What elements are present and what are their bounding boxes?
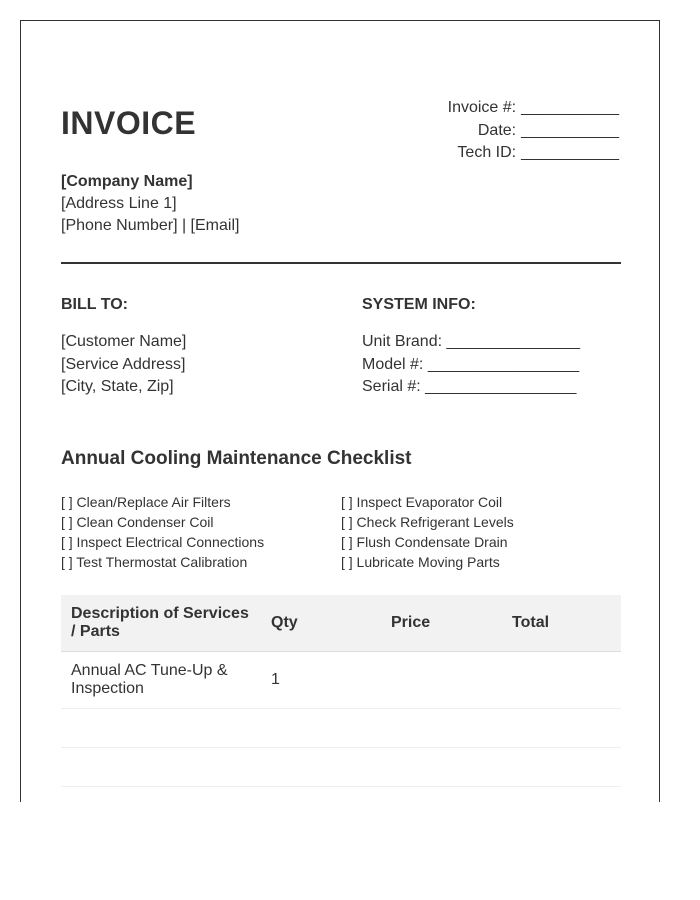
unit-brand-row <box>362 331 580 354</box>
service-address: [Service Address] <box>61 355 186 373</box>
cell-qty[interactable] <box>261 748 381 787</box>
company-contact: [Phone Number] | [Email] <box>61 217 240 234</box>
serial-field[interactable]: _________________ <box>425 378 577 395</box>
invoice-title: INVOICE <box>61 105 197 141</box>
invoice-page <box>20 20 660 802</box>
date-field[interactable]: ___________ <box>521 121 619 139</box>
tech-id-field[interactable]: ___________ <box>521 144 619 161</box>
cell-description[interactable] <box>61 709 261 748</box>
cell-price[interactable] <box>381 709 502 748</box>
model-field[interactable]: _________________ <box>427 355 580 373</box>
column-header-price: Price <box>381 595 502 652</box>
company-info <box>61 171 239 237</box>
serial-row <box>362 376 580 399</box>
table-header-row <box>61 595 621 652</box>
table-row <box>61 709 621 748</box>
checklist-item[interactable]: [ ] Check Refrigerant Levels <box>341 514 514 530</box>
cell-total[interactable] <box>502 652 621 709</box>
checklist-item[interactable]: [ ] Flush Condensate Drain <box>341 534 508 550</box>
checklist-right-column <box>341 492 514 572</box>
date-label: Date: <box>477 121 517 139</box>
column-header-total: Total <box>502 595 621 652</box>
invoice-number-label: Invoice #: <box>447 99 517 116</box>
cell-qty[interactable]: 1 <box>261 652 381 709</box>
unit-brand-label: Unit Brand: <box>362 333 443 350</box>
tech-id-label: Tech ID: <box>457 144 517 161</box>
column-header-description: Description of Services / Parts <box>61 595 261 652</box>
header-divider <box>61 262 621 264</box>
cell-qty[interactable] <box>261 709 381 748</box>
invoice-meta <box>448 97 619 165</box>
services-table <box>61 595 621 787</box>
checklist-left-column <box>61 492 264 572</box>
checklist-title: Annual Cooling Maintenance Checklist <box>61 448 412 469</box>
table-row <box>61 652 621 709</box>
cell-total[interactable] <box>502 709 621 748</box>
customer-name: [Customer Name] <box>61 333 187 350</box>
cell-price[interactable] <box>381 748 502 787</box>
model-row <box>362 354 580 377</box>
checklist-item[interactable]: [ ] Lubricate Moving Parts <box>341 554 500 570</box>
cell-total[interactable] <box>502 748 621 787</box>
serial-label: Serial #: <box>362 378 421 395</box>
city-state-zip: [City, State, Zip] <box>61 378 174 395</box>
cell-description[interactable] <box>61 748 261 787</box>
system-info-block <box>362 331 580 399</box>
date-row <box>448 120 619 143</box>
tech-id-row <box>448 142 619 165</box>
checklist-item[interactable]: [ ] Clean/Replace Air Filters <box>61 494 231 510</box>
company-name: [Company Name] <box>61 173 193 190</box>
cell-price[interactable] <box>381 652 502 709</box>
cell-description[interactable]: Annual AC Tune-Up & Inspection <box>61 652 261 709</box>
system-info-heading: SYSTEM INFO: <box>362 296 476 313</box>
invoice-number-field[interactable]: ___________ <box>521 99 619 116</box>
invoice-number-row <box>448 97 619 120</box>
checklist-item[interactable]: [ ] Clean Condenser Coil <box>61 514 214 530</box>
bill-to-heading: BILL TO: <box>61 296 128 313</box>
model-label: Model #: <box>362 355 424 373</box>
company-address: [Address Line 1] <box>61 195 177 212</box>
table-row <box>61 748 621 787</box>
column-header-qty: Qty <box>261 595 381 652</box>
unit-brand-field[interactable]: _______________ <box>446 333 580 350</box>
bill-to-block <box>61 331 186 399</box>
checklist-item[interactable]: [ ] Inspect Evaporator Coil <box>341 494 503 510</box>
checklist-item[interactable]: [ ] Inspect Electrical Connections <box>61 534 265 550</box>
checklist-item[interactable]: [ ] Test Thermostat Calibration <box>61 554 248 570</box>
